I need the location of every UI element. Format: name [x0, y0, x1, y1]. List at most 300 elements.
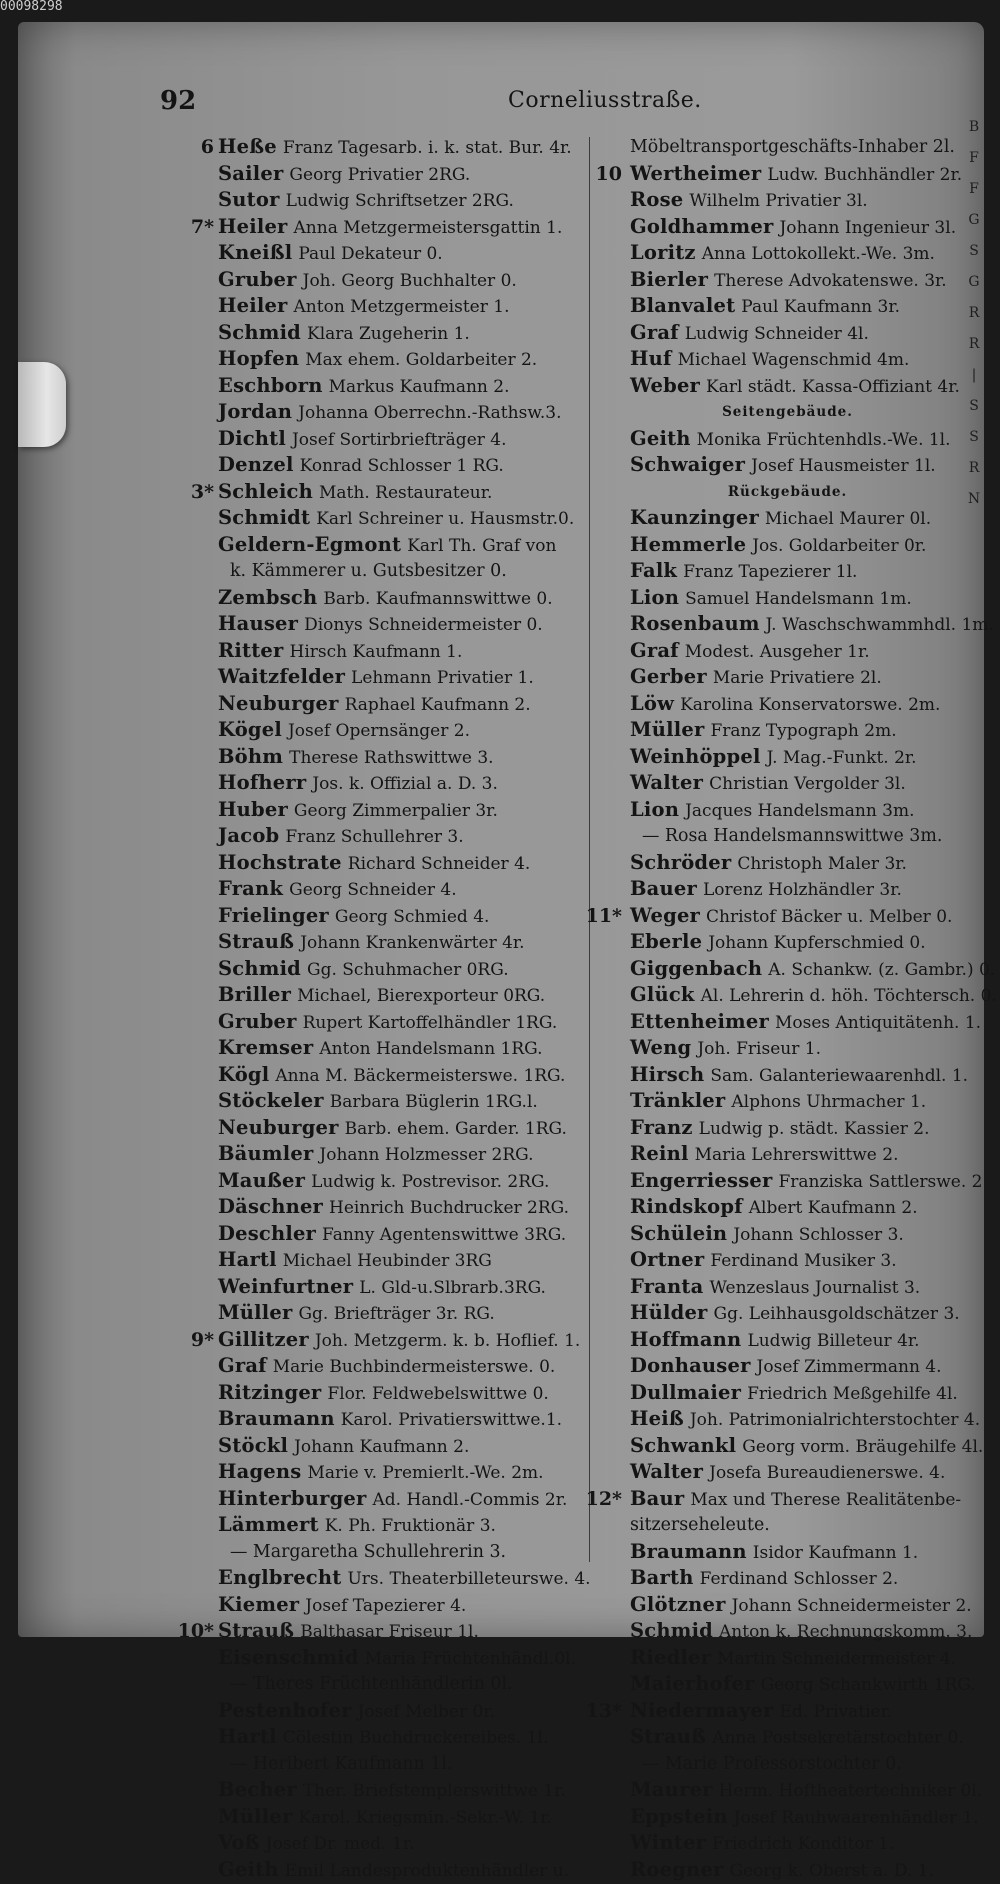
entry-details: Josef Hausmeister 1l. — [751, 456, 936, 476]
entry-details: J. Waschschwammhdl. 1m. — [765, 615, 994, 635]
directory-entry — [18, 1194, 578, 1221]
directory-entry — [18, 611, 578, 638]
directory-entry — [18, 346, 578, 373]
entry-details: Anna M. Bäckermeisterswe. 1RG. — [275, 1065, 566, 1086]
surname: Becher — [218, 1778, 297, 1801]
entry-details: Monika Früchtenhdls.-We. 1l. — [696, 429, 951, 450]
surname: Rosenbaum — [630, 612, 760, 635]
entry-details: Christoph Maler 3r. — [737, 853, 907, 874]
directory-entry — [590, 426, 985, 453]
surname: Graf — [630, 638, 679, 662]
directory-entry — [585, 1486, 985, 1513]
surname: Hirsch — [630, 1062, 705, 1086]
surname: Schmidt — [218, 506, 311, 529]
entry-details: Fanny Agentenswittwe 3RG. — [322, 1224, 567, 1245]
entry-details: Barb. ehem. Garder. 1RG. — [344, 1118, 567, 1139]
house-number: 6 — [200, 136, 214, 158]
directory-entry — [590, 1035, 985, 1062]
directory-entry — [18, 1459, 578, 1486]
directory-entry — [590, 1565, 985, 1592]
surname: Engerriesser — [630, 1168, 773, 1192]
surname: Glück — [630, 983, 695, 1006]
surname: Sailer — [218, 161, 284, 185]
directory-entry — [18, 717, 578, 744]
directory-entry — [590, 505, 985, 532]
entry-details: Therese Rathswittwe 3. — [289, 747, 494, 768]
surname: Stöckeler — [218, 1089, 324, 1112]
directory-entry — [18, 850, 578, 877]
entry-details: Martin Schneidermeister 4. — [717, 1648, 957, 1669]
entry-details: Max und Therese Realitätenbe- — [690, 1489, 962, 1510]
entry-details: Michael, Bierexporteur 0RG. — [297, 986, 546, 1006]
directory-entry — [18, 399, 578, 426]
directory-entry — [590, 293, 985, 320]
entry-details: Johann Krankenwärter 4r. — [300, 933, 525, 953]
surname: Heße — [218, 135, 277, 158]
edge-letter: S — [969, 429, 979, 445]
surname: Ritzinger — [218, 1380, 322, 1404]
surname: Böhm — [218, 744, 284, 768]
entry-details: Josef Melber 0r. — [357, 1701, 495, 1722]
directory-entry — [18, 505, 578, 532]
surname: Hoffmann — [630, 1327, 742, 1351]
directory-entry — [590, 346, 985, 373]
surname: Lion — [630, 797, 680, 821]
surname: Voß — [218, 1831, 260, 1854]
surname: Maurer — [630, 1778, 713, 1801]
surname: Graf — [630, 320, 679, 344]
entry-details: Anna Postsekretärstochter 0. — [712, 1728, 964, 1748]
surname: Roegner — [630, 1857, 724, 1881]
directory-entry — [590, 1459, 985, 1486]
surname: Maierhofer — [630, 1672, 755, 1695]
surname: Gruber — [218, 1009, 297, 1033]
entry-details: Ther. Briefstemplerswittwe 1r. — [302, 1781, 566, 1801]
entry-details: Joh. Friseur 1. — [697, 1039, 821, 1059]
entry-details: Anna Lottokollekt.-We. 3m. — [701, 244, 935, 264]
surname: Loritz — [630, 241, 696, 264]
entry-details: Johann Ingenieur 3l. — [779, 217, 957, 238]
house-number: 12* — [585, 1487, 622, 1510]
entry-details: Karol. Kriegsmin.-Sekr.-W. 1r. — [298, 1807, 552, 1828]
surname: Heiß — [630, 1407, 684, 1430]
directory-entry — [590, 1141, 985, 1168]
directory-entry — [590, 1088, 985, 1115]
directory-entry — [590, 1539, 985, 1566]
entry-continuation: k. Kämmerer u. Gutsbesitzer 0. — [230, 561, 507, 581]
surname: Frielinger — [218, 903, 329, 927]
surname: Müller — [630, 718, 705, 741]
surname: Geith — [630, 426, 691, 450]
entry-details: Josef Opernsänger 2. — [287, 721, 470, 741]
entry-details: Flor. Feldwebelswittwe 0. — [327, 1383, 549, 1404]
entry-ditto: — Margaretha Schullehrerin 3. — [230, 1541, 507, 1562]
directory-entry — [590, 1857, 985, 1884]
directory-entry — [590, 1274, 985, 1301]
entry-details: Johann Holzmesser 2RG. — [319, 1145, 534, 1165]
surname: Müller — [218, 1804, 293, 1828]
directory-entry — [590, 1194, 985, 1221]
directory-entry — [18, 1512, 578, 1539]
entry-details: Barb. Kaufmannswittwe 0. — [323, 588, 553, 609]
entry-ditto: — Rosa Handelsmannswittwe 3m. — [642, 826, 943, 846]
entry-details: Friedrich Meßgehilfe 4l. — [747, 1383, 958, 1404]
directory-entry — [585, 1698, 985, 1725]
entry-details: Joh. Metzgerm. k. b. Hoflief. 1. — [314, 1330, 581, 1351]
directory-entry — [18, 1300, 578, 1327]
entry-details: Lorenz Holzhändler 3r. — [702, 880, 902, 900]
directory-entry — [590, 1592, 985, 1619]
entry-details: Marie Privatiere 2l. — [712, 668, 882, 688]
surname: Schleich — [218, 479, 314, 503]
entry-details: Barbara Büglerin 1RG.l. — [329, 1092, 538, 1112]
entry-details: Gg. Leihhausgoldschätzer 3. — [713, 1304, 960, 1324]
surname: Winter — [630, 1831, 707, 1854]
surname: Bäumler — [218, 1142, 314, 1165]
surname: Deschler — [218, 1221, 317, 1245]
surname: Jordan — [218, 400, 293, 423]
surname: Eberle — [630, 930, 703, 953]
entry-details: A. Schankw. (z. Gambr.) 0. — [768, 959, 996, 980]
directory-entry — [18, 1009, 578, 1036]
entry-details: Jacques Handelsmann 3m. — [685, 800, 915, 821]
page-number: 92 — [160, 86, 197, 116]
entry-continuation: Möbeltransportgeschäfts-Inhaber 2l. — [630, 137, 955, 157]
entry-details: Georg vorm. Bräugehilfe 4l. — [742, 1436, 984, 1457]
entry-details: Georg Schankwirth 1RG. — [760, 1675, 976, 1695]
surname: Hauser — [218, 612, 299, 635]
surname: Tränkler — [630, 1089, 726, 1112]
surname: Schröder — [630, 850, 732, 874]
entry-continuation: sitzerseheleute. — [630, 1515, 770, 1535]
entry-details: Moses Antiquitätenh. 1. — [774, 1012, 982, 1033]
surname: Hartl — [218, 1725, 277, 1748]
directory-entry — [590, 744, 985, 771]
directory-entry — [590, 1327, 985, 1354]
entry-details: Friedrich Konditor 1. — [712, 1834, 895, 1854]
directory-entry — [18, 1830, 578, 1857]
entry-details: Jos. Goldarbeiter 0r. — [752, 535, 927, 556]
surname: Schmid — [218, 320, 302, 344]
facing-page-edge — [964, 112, 984, 1112]
surname: Pestenhofer — [218, 1698, 352, 1722]
house-number: 10 — [595, 162, 622, 185]
directory-entry — [18, 638, 578, 665]
directory-page — [18, 22, 997, 1881]
entry-details: Paul Dekateur 0. — [298, 244, 443, 264]
entry-details: Emil Landesproduktenhändler u. — [284, 1860, 570, 1881]
surname: Kremser — [218, 1036, 314, 1059]
directory-entry — [18, 1247, 578, 1274]
surname: Ortner — [630, 1248, 705, 1271]
entry-details: Ferdinand Musiker 3. — [710, 1251, 897, 1271]
directory-entry — [590, 1671, 985, 1698]
entry-details: Gg. Briefträger 3r. RG. — [298, 1304, 495, 1324]
directory-entry — [590, 850, 985, 877]
directory-entry — [18, 982, 578, 1009]
surname: Weinhöppel — [630, 744, 761, 768]
directory-entry — [18, 1353, 578, 1380]
house-number: 7* — [190, 215, 214, 238]
entry-details: Anna Metzgermeistersgattin 1. — [293, 217, 563, 238]
directory-entry — [18, 267, 578, 294]
entry-ditto: — Theres Früchtenhändlerin 0l. — [230, 1674, 513, 1694]
surname: Hopfen — [218, 347, 300, 370]
directory-entry — [590, 240, 985, 267]
entry-details: Karl Th. Graf von — [407, 535, 557, 556]
edge-letter: | — [971, 367, 977, 383]
entry-details: Anton Handelsmann 1RG. — [319, 1039, 543, 1059]
directory-entry — [18, 187, 578, 214]
edge-letter: F — [969, 181, 979, 197]
edge-letter: S — [969, 243, 979, 259]
directory-entry — [590, 214, 985, 241]
entry-details: Albert Kaufmann 2. — [748, 1198, 918, 1218]
directory-entry — [18, 664, 578, 691]
entry-details: Cölestin Buchdruckereibes. 1l. — [282, 1728, 549, 1748]
directory-entry — [590, 1645, 985, 1672]
directory-entry — [18, 1062, 578, 1089]
entry-details: Ludwig Billeteur 4r. — [747, 1330, 920, 1351]
surname: Strauß — [218, 930, 295, 953]
entry-details: Michael Heubinder 3RG — [282, 1251, 492, 1271]
directory-entry — [590, 452, 985, 479]
surname: Schmid — [218, 956, 302, 980]
entry-details: Sam. Galanteriewaarenhdl. 1. — [710, 1065, 969, 1086]
directory-entry — [590, 1830, 985, 1857]
surname: Weger — [630, 903, 701, 927]
entry-details: Georg Privatier 2RG. — [289, 164, 471, 185]
surname: Zembsch — [218, 585, 318, 609]
entry-details: Isidor Kaufmann 1. — [752, 1542, 919, 1563]
directory-entry — [590, 876, 985, 903]
surname: Geldern-Egmont — [218, 532, 402, 556]
directory-entry — [590, 611, 994, 638]
house-number: 10* — [177, 1620, 214, 1642]
surname: Jacob — [218, 824, 280, 847]
surname: Schülein — [630, 1221, 728, 1245]
entry-details: Joh. Georg Buchhalter 0. — [302, 270, 517, 291]
directory-entry — [18, 373, 578, 400]
directory-entry — [18, 1724, 578, 1751]
entry-details: Konrad Schlosser 1 RG. — [299, 456, 504, 476]
entry-details: Markus Kaufmann 2. — [328, 376, 510, 397]
surname: Gerber — [630, 665, 707, 688]
section-heading: Rückgebäude. — [727, 483, 848, 500]
entry-details: Anton Metzgermeister 1. — [293, 297, 510, 317]
directory-entry — [590, 1300, 985, 1327]
surname: Huber — [218, 797, 288, 821]
surname: Löw — [630, 691, 675, 715]
entry-details: Ludw. Buchhändler 2r. — [767, 164, 963, 185]
directory-entry — [18, 744, 578, 771]
entry-details: Karl Schreiner u. Hausmstr.0. — [316, 509, 575, 529]
surname: Waitzfelder — [218, 665, 346, 688]
entry-details: Johann Schlosser 3. — [733, 1224, 904, 1245]
directory-entry — [18, 1274, 578, 1301]
entry-details: Therese Advokatenswe. 3r. — [714, 270, 947, 291]
surname: Hagens — [218, 1460, 302, 1483]
surname: Däschner — [218, 1195, 324, 1218]
directory-entry — [18, 134, 578, 161]
directory-entry — [590, 558, 985, 585]
surname: Geith — [218, 1857, 279, 1881]
surname: Heiler — [218, 294, 288, 317]
entry-details: Karolina Konservatorswe. 2m. — [680, 694, 941, 715]
directory-entry — [590, 532, 985, 559]
surname: Glötzner — [630, 1592, 726, 1616]
surname: Gruber — [218, 267, 297, 291]
surname: Donhauser — [630, 1354, 751, 1377]
surname: Kiemer — [218, 1592, 300, 1616]
surname: Rose — [630, 188, 684, 211]
directory-entry — [18, 214, 578, 241]
surname: Graf — [218, 1354, 267, 1377]
entry-ditto: — Heribert Kaufmann 1l. — [230, 1753, 453, 1774]
entry-details: Michael Wagenschmid 4m. — [677, 350, 910, 370]
directory-entry — [18, 797, 578, 824]
surname: Rindskopf — [630, 1195, 743, 1218]
surname: Kögel — [218, 718, 282, 741]
directory-entry — [18, 479, 578, 506]
edge-letter: F — [969, 150, 979, 166]
entry-details: Jos. k. Offizial a. D. 3. — [312, 774, 498, 794]
surname: Weinfurtner — [218, 1274, 354, 1298]
directory-entry — [18, 1486, 578, 1513]
surname: Hülder — [630, 1301, 708, 1324]
entry-details: Johann Kaufmann 2. — [294, 1436, 470, 1457]
directory-entry — [590, 320, 985, 347]
entry-details: Josef Tapezierer 4. — [305, 1595, 467, 1616]
entry-details: Josef Sortirbriefträger 4. — [291, 429, 507, 450]
directory-entry — [590, 956, 996, 983]
directory-entry — [590, 1009, 985, 1036]
surname: Neuburger — [218, 1115, 339, 1139]
directory-entry — [18, 1777, 578, 1804]
entry-details: Richard Schneider 4. — [347, 853, 531, 874]
entry-ditto: — Marie Professorstochter 0. — [642, 1753, 902, 1774]
entry-details: Marie v. Premierlt.-We. 2m. — [307, 1463, 544, 1483]
directory-entry — [590, 717, 985, 744]
surname: Dichtl — [218, 426, 286, 450]
directory-entry — [18, 1035, 578, 1062]
surname: Kneißl — [218, 241, 293, 264]
surname: Barth — [630, 1566, 694, 1589]
directory-entry — [590, 691, 985, 718]
surname: Weber — [630, 373, 701, 397]
directory-entry — [590, 1221, 985, 1248]
directory-entry — [18, 903, 578, 930]
directory-entry — [590, 1115, 985, 1142]
directory-entry — [18, 1592, 578, 1619]
entry-details: Modest. Ausgeher 1r. — [684, 641, 870, 662]
directory-entry — [590, 1406, 985, 1433]
running-head: Corneliusstraße. — [508, 88, 702, 113]
entry-details: Josef Dr. med. 1r. — [265, 1834, 415, 1854]
surname: Kaunzinger — [630, 506, 759, 529]
directory-entry — [18, 956, 578, 983]
surname: Hochstrate — [218, 850, 342, 874]
directory-entry — [590, 1168, 985, 1195]
surname: Franta — [630, 1274, 704, 1298]
edge-letter: R — [968, 460, 980, 476]
surname: Hofherr — [218, 771, 307, 794]
surname: Ettenheimer — [630, 1009, 769, 1033]
directory-entry — [18, 532, 578, 559]
directory-entry — [590, 373, 985, 400]
entry-details: Heinrich Buchdrucker 2RG. — [329, 1198, 570, 1218]
entry-details: Josefa Bureaudienerswe. 4. — [709, 1463, 946, 1483]
entry-details: Samuel Handelsmann 1m. — [685, 588, 912, 609]
surname: Riedler — [630, 1645, 712, 1669]
entry-details: Georg k. Oberst a. D. 1. — [729, 1860, 934, 1881]
edge-letter: R — [968, 305, 980, 321]
edge-letter: R — [968, 336, 980, 352]
directory-entry — [18, 1327, 581, 1354]
surname: Lion — [630, 585, 680, 609]
entry-details: Franziska Sattlerswe. 2 — [778, 1171, 983, 1192]
directory-entry — [18, 452, 578, 479]
entry-details: Ludwig p. städt. Kassier 2. — [698, 1118, 930, 1139]
entry-details: Gg. Schuhmacher 0RG. — [307, 959, 509, 980]
entry-details: Ludwig Schneider 4l. — [684, 323, 869, 344]
house-number: 13* — [585, 1699, 622, 1722]
surname: Bierler — [630, 267, 709, 291]
surname: Niedermayer — [630, 1698, 774, 1722]
edge-letter: S — [969, 398, 979, 414]
entry-details: K. Ph. Fruktionär 3. — [324, 1516, 496, 1536]
entry-details: Christof Bäcker u. Melber 0. — [706, 906, 953, 927]
entry-details: Georg Schmied 4. — [334, 906, 490, 927]
entry-details: Johann Schneidermeister 2. — [731, 1595, 972, 1616]
left-column — [18, 134, 591, 1883]
directory-entry — [590, 1724, 985, 1751]
directory-entry — [18, 426, 578, 453]
surname: Giggenbach — [630, 956, 763, 980]
surname: Wertheimer — [630, 161, 762, 185]
entry-details: Karol. Privatierswittwe.1. — [340, 1410, 563, 1430]
surname: Braumann — [630, 1539, 747, 1563]
entry-details: Ad. Handl.-Commis 2r. — [372, 1489, 568, 1510]
edge-letter: N — [967, 491, 981, 507]
directory-entry — [18, 1168, 578, 1195]
surname: Neuburger — [218, 691, 339, 715]
entry-details: Al. Lehrerin d. höh. Töchtersch. 0. — [700, 986, 997, 1006]
directory-entry — [18, 823, 578, 850]
surname: Denzel — [218, 453, 294, 476]
directory-entry — [590, 1618, 985, 1645]
surname: Walter — [630, 1460, 704, 1483]
directory-entry — [18, 1433, 578, 1460]
entry-details: Josef Rauhwaarenhändler 1. — [733, 1807, 979, 1828]
entry-details: Marie Buchbindermeisterswe. 0. — [272, 1357, 556, 1377]
entry-details: Wenzeslaus Journalist 3. — [709, 1277, 921, 1298]
entry-details: Dionys Schneidermeister 0. — [304, 615, 543, 635]
surname: Goldhammer — [630, 214, 774, 238]
directory-entry — [590, 797, 985, 824]
directory-entry — [18, 161, 578, 188]
entry-details: Franz Typograph 2m. — [710, 721, 897, 741]
entry-details: J. Mag.-Funkt. 2r. — [766, 747, 917, 768]
directory-entry — [18, 585, 578, 612]
surname: Hinterburger — [218, 1486, 367, 1510]
edge-letter: B — [968, 119, 980, 135]
entry-details: Johann Kupferschmied 0. — [708, 933, 926, 953]
entry-details: Ludwig Schriftsetzer 2RG. — [285, 191, 514, 211]
directory-entry — [590, 929, 985, 956]
surname: Hartl — [218, 1248, 277, 1271]
surname: Eschborn — [218, 373, 323, 397]
